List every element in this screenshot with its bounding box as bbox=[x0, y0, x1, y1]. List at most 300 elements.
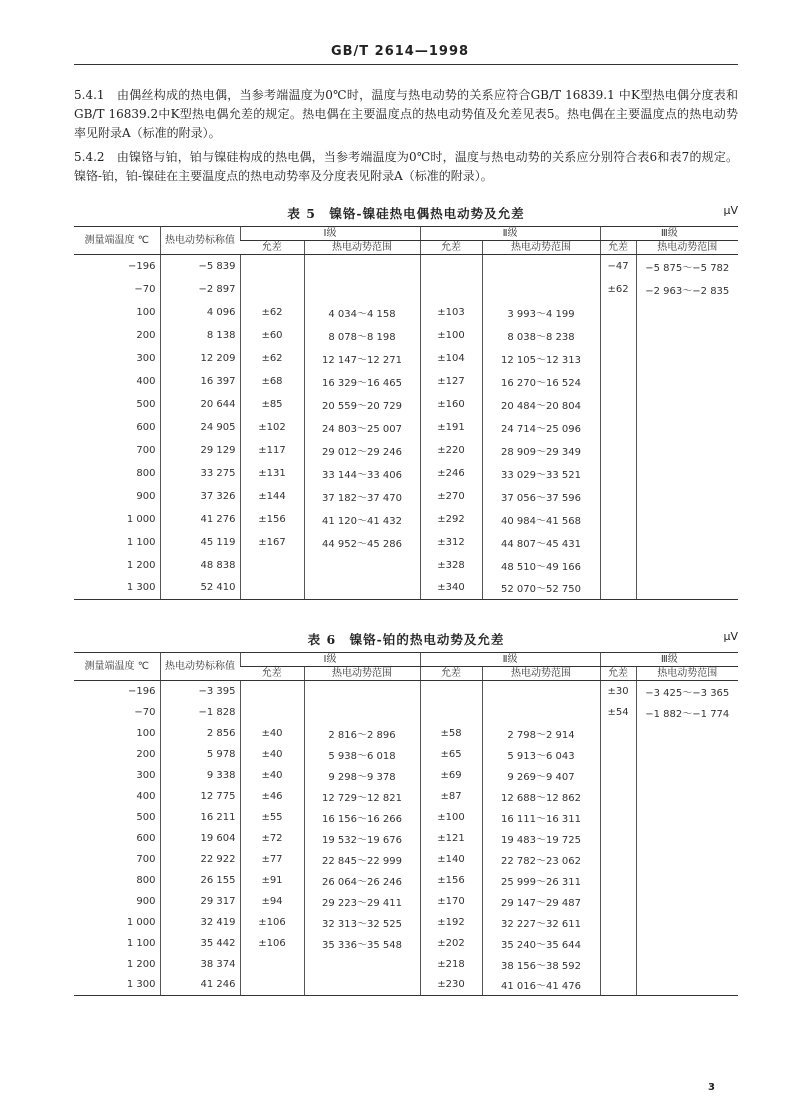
table-row bbox=[74, 278, 738, 301]
emf-cell: 9 338 bbox=[160, 765, 240, 786]
grade2-tol-cell: ±192 bbox=[420, 912, 482, 933]
emf-cell: 20 644 bbox=[160, 393, 240, 416]
grade3-tol-cell bbox=[600, 933, 636, 954]
table6-col-tol: 允差 bbox=[240, 667, 304, 681]
table-row bbox=[74, 975, 738, 996]
grade2-range-cell: 25 999～26 311 bbox=[482, 870, 600, 891]
emf-cell: 29 129 bbox=[160, 439, 240, 462]
table5-col-range: 热电动势范围 bbox=[636, 241, 738, 255]
table6-col-emf: 热电动势标称值 bbox=[160, 653, 240, 681]
temp-cell: 200 bbox=[136, 748, 156, 760]
table6-caption bbox=[74, 630, 738, 648]
grade3-range-cell bbox=[636, 370, 738, 393]
grade2-range-cell: 40 984～41 568 bbox=[482, 508, 600, 531]
grade1-range-cell: 19 532～19 676 bbox=[304, 828, 420, 849]
grade3-tol-cell bbox=[600, 370, 636, 393]
grade1-range-cell: 32 313～32 525 bbox=[304, 912, 420, 933]
table-row bbox=[74, 554, 738, 577]
grade1-range-cell: 8 078～8 198 bbox=[304, 324, 420, 347]
table-row bbox=[74, 807, 738, 828]
grade1-range-cell bbox=[304, 681, 420, 702]
table6-col-grade2: Ⅱ级 bbox=[420, 653, 600, 667]
grade2-tol-cell: ±58 bbox=[420, 723, 482, 744]
grade3-range-cell bbox=[636, 508, 738, 531]
grade3-range-cell bbox=[636, 912, 738, 933]
grade2-range-cell: 12 105～12 313 bbox=[482, 347, 600, 370]
grade1-range-cell: 12 729～12 821 bbox=[304, 786, 420, 807]
table-row bbox=[74, 744, 738, 765]
grade1-range-cell: 4 034～4 158 bbox=[304, 301, 420, 324]
grade1-range-cell: 16 329～16 465 bbox=[304, 370, 420, 393]
table-row bbox=[74, 577, 738, 600]
grade3-range-cell bbox=[636, 462, 738, 485]
grade1-range-cell bbox=[304, 577, 420, 600]
grade1-range-cell: 26 064～26 246 bbox=[304, 870, 420, 891]
grade2-tol-cell bbox=[420, 702, 482, 723]
header-rule bbox=[74, 64, 738, 65]
grade3-range-cell bbox=[636, 416, 738, 439]
grade3-tol-cell bbox=[600, 577, 636, 600]
grade1-tol-cell: ±106 bbox=[240, 933, 304, 954]
emf-cell: −1 828 bbox=[160, 702, 240, 723]
temp-cell: 1 100 bbox=[126, 937, 156, 949]
grade2-range-cell: 9 269～9 407 bbox=[482, 765, 600, 786]
emf-cell: 48 838 bbox=[160, 554, 240, 577]
emf-cell: 41 246 bbox=[160, 975, 240, 996]
grade3-range-cell bbox=[636, 347, 738, 370]
temp-cell: 1 200 bbox=[126, 958, 156, 970]
grade2-range-cell: 33 029～33 521 bbox=[482, 462, 600, 485]
grade2-range-cell: 2 798～2 914 bbox=[482, 723, 600, 744]
temp-cell: 900 bbox=[136, 490, 156, 502]
grade2-range-cell: 32 227～32 611 bbox=[482, 912, 600, 933]
grade2-tol-cell: ±69 bbox=[420, 765, 482, 786]
grade3-tol-cell bbox=[600, 485, 636, 508]
table-row bbox=[74, 891, 738, 912]
table-row bbox=[74, 723, 738, 744]
grade2-range-cell: 16 111～16 311 bbox=[482, 807, 600, 828]
temp-cell: 1 000 bbox=[126, 513, 156, 525]
grade2-range-cell: 8 038～8 238 bbox=[482, 324, 600, 347]
table5-col-tol: 允差 bbox=[240, 241, 304, 255]
emf-cell: 24 905 bbox=[160, 416, 240, 439]
table-row bbox=[74, 393, 738, 416]
grade1-range-cell: 9 298～9 378 bbox=[304, 765, 420, 786]
table5-unit: μV bbox=[723, 204, 738, 217]
grade2-range-cell: 16 270～16 524 bbox=[482, 370, 600, 393]
temp-cell: 1 300 bbox=[74, 975, 160, 996]
table-row bbox=[74, 462, 738, 485]
grade3-tol-cell bbox=[600, 786, 636, 807]
grade3-range-cell bbox=[636, 324, 738, 347]
table5-col-grade1: Ⅰ级 bbox=[240, 227, 420, 241]
emf-cell: 8 138 bbox=[160, 324, 240, 347]
grade3-range-cell: −3 425～−3 365 bbox=[636, 681, 738, 702]
table-row bbox=[74, 702, 738, 723]
grade1-range-cell: 33 144～33 406 bbox=[304, 462, 420, 485]
grade1-tol-cell: ±77 bbox=[240, 849, 304, 870]
grade2-tol-cell: ±220 bbox=[420, 439, 482, 462]
temp-cell: 300 bbox=[136, 769, 156, 781]
grade1-tol-cell: ±144 bbox=[240, 485, 304, 508]
grade3-range-cell bbox=[636, 744, 738, 765]
grade2-range-cell: 24 714～25 096 bbox=[482, 416, 600, 439]
temp-cell: 600 bbox=[136, 421, 156, 433]
grade2-range-cell bbox=[482, 255, 600, 278]
grade3-range-cell bbox=[636, 393, 738, 416]
grade3-range-cell bbox=[636, 891, 738, 912]
grade2-tol-cell: ±104 bbox=[420, 347, 482, 370]
grade3-tol-cell bbox=[600, 531, 636, 554]
temp-cell: 1 000 bbox=[126, 916, 156, 928]
grade1-range-cell: 41 120～41 432 bbox=[304, 508, 420, 531]
grade1-tol-cell: ±68 bbox=[240, 370, 304, 393]
temp-cell: 1 100 bbox=[126, 536, 156, 548]
grade2-tol-cell: ±100 bbox=[420, 807, 482, 828]
grade1-tol-cell: ±106 bbox=[240, 912, 304, 933]
temp-cell: 100 bbox=[136, 727, 156, 739]
grade3-tol-cell bbox=[600, 975, 636, 996]
temp-cell: 500 bbox=[136, 811, 156, 823]
grade1-tol-cell: ±46 bbox=[240, 786, 304, 807]
table5-col-tol: 允差 bbox=[420, 241, 482, 255]
grade2-tol-cell: ±127 bbox=[420, 370, 482, 393]
temp-cell: 400 bbox=[136, 790, 156, 802]
grade3-tol-cell bbox=[600, 462, 636, 485]
table6-col-grade3: Ⅲ级 bbox=[600, 653, 738, 667]
grade1-range-cell: 12 147～12 271 bbox=[304, 347, 420, 370]
table5-col-tol: 允差 bbox=[600, 241, 636, 255]
grade3-tol-cell bbox=[600, 508, 636, 531]
table5-caption bbox=[74, 204, 738, 222]
emf-cell: 37 326 bbox=[160, 485, 240, 508]
grade3-range-cell bbox=[636, 870, 738, 891]
table5 bbox=[74, 226, 738, 600]
grade1-range-cell: 22 845～22 999 bbox=[304, 849, 420, 870]
grade3-range-cell bbox=[636, 301, 738, 324]
page-number: 3 bbox=[708, 1082, 715, 1093]
temp-cell: 300 bbox=[136, 352, 156, 364]
grade1-range-cell bbox=[304, 278, 420, 301]
grade1-range-cell: 24 803～25 007 bbox=[304, 416, 420, 439]
grade3-range-cell bbox=[636, 485, 738, 508]
grade1-tol-cell: ±40 bbox=[240, 723, 304, 744]
grade3-tol-cell: ±30 bbox=[600, 681, 636, 702]
grade1-tol-cell bbox=[240, 954, 304, 975]
grade3-tol-cell bbox=[600, 416, 636, 439]
grade2-range-cell: 38 156～38 592 bbox=[482, 954, 600, 975]
emf-cell: 52 410 bbox=[160, 577, 240, 600]
grade2-range-cell: 29 147～29 487 bbox=[482, 891, 600, 912]
temp-cell: 900 bbox=[136, 895, 156, 907]
grade1-tol-cell bbox=[240, 681, 304, 702]
grade3-range-cell bbox=[636, 439, 738, 462]
table-row bbox=[74, 301, 738, 324]
grade2-tol-cell: ±100 bbox=[420, 324, 482, 347]
table-row bbox=[74, 531, 738, 554]
grade3-range-cell bbox=[636, 807, 738, 828]
grade3-range-cell bbox=[636, 554, 738, 577]
grade3-tol-cell: −47 bbox=[600, 255, 636, 278]
grade3-range-cell bbox=[636, 828, 738, 849]
table5-col-range: 热电动势范围 bbox=[304, 241, 420, 255]
grade2-range-cell: 3 993～4 199 bbox=[482, 301, 600, 324]
table-row bbox=[74, 485, 738, 508]
grade2-tol-cell: ±218 bbox=[420, 954, 482, 975]
emf-cell: 38 374 bbox=[160, 954, 240, 975]
grade3-tol-cell bbox=[600, 554, 636, 577]
temp-cell: −196 bbox=[128, 260, 156, 272]
grade1-range-cell: 2 816～2 896 bbox=[304, 723, 420, 744]
table-row bbox=[74, 324, 738, 347]
grade1-tol-cell bbox=[240, 278, 304, 301]
grade2-tol-cell: ±270 bbox=[420, 485, 482, 508]
table6-col-tol: 允差 bbox=[420, 667, 482, 681]
grade2-range-cell: 48 510～49 166 bbox=[482, 554, 600, 577]
grade3-tol-cell bbox=[600, 347, 636, 370]
emf-cell: 41 276 bbox=[160, 508, 240, 531]
grade3-tol-cell bbox=[600, 393, 636, 416]
grade1-range-cell: 20 559～20 729 bbox=[304, 393, 420, 416]
emf-cell: 12 775 bbox=[160, 786, 240, 807]
temp-cell: 700 bbox=[136, 853, 156, 865]
table-row bbox=[74, 912, 738, 933]
grade2-tol-cell: ±170 bbox=[420, 891, 482, 912]
table6-col-tol: 允差 bbox=[600, 667, 636, 681]
table5-col-temp: 测量端温度 ℃ bbox=[74, 227, 160, 255]
grade1-tol-cell: ±117 bbox=[240, 439, 304, 462]
temp-cell: 700 bbox=[136, 444, 156, 456]
emf-cell: 33 275 bbox=[160, 462, 240, 485]
grade2-range-cell: 5 913～6 043 bbox=[482, 744, 600, 765]
table-row bbox=[74, 255, 738, 278]
grade1-tol-cell: ±62 bbox=[240, 301, 304, 324]
emf-cell: 26 155 bbox=[160, 870, 240, 891]
grade2-range-cell: 37 056～37 596 bbox=[482, 485, 600, 508]
grade1-tol-cell: ±94 bbox=[240, 891, 304, 912]
table5-col-grade2: Ⅱ级 bbox=[420, 227, 600, 241]
table6-title: 表 6 镍铬-铂的热电动势及允差 bbox=[307, 632, 505, 647]
grade2-range-cell: 22 782～23 062 bbox=[482, 849, 600, 870]
grade1-range-cell bbox=[304, 554, 420, 577]
grade2-tol-cell: ±328 bbox=[420, 554, 482, 577]
table-row bbox=[74, 828, 738, 849]
table6-unit: μV bbox=[723, 630, 738, 643]
grade3-range-cell: −5 875～−5 782 bbox=[636, 255, 738, 278]
emf-cell: 32 419 bbox=[160, 912, 240, 933]
table-row bbox=[74, 933, 738, 954]
grade2-range-cell: 20 484～20 804 bbox=[482, 393, 600, 416]
grade1-range-cell: 16 156～16 266 bbox=[304, 807, 420, 828]
grade2-range-cell: 35 240～35 644 bbox=[482, 933, 600, 954]
emf-cell: 16 397 bbox=[160, 370, 240, 393]
grade2-tol-cell bbox=[420, 255, 482, 278]
table6 bbox=[74, 652, 738, 996]
grade2-tol-cell: ±160 bbox=[420, 393, 482, 416]
grade3-range-cell bbox=[636, 849, 738, 870]
table-row bbox=[74, 681, 738, 702]
grade2-tol-cell: ±246 bbox=[420, 462, 482, 485]
table-row bbox=[74, 954, 738, 975]
table-row bbox=[74, 765, 738, 786]
grade1-range-cell: 29 012～29 246 bbox=[304, 439, 420, 462]
grade3-range-cell bbox=[636, 577, 738, 600]
grade3-tol-cell bbox=[600, 744, 636, 765]
temp-cell: 500 bbox=[136, 398, 156, 410]
grade3-range-cell bbox=[636, 765, 738, 786]
grade1-tol-cell: ±156 bbox=[240, 508, 304, 531]
grade2-tol-cell: ±230 bbox=[420, 975, 482, 996]
table-row bbox=[74, 870, 738, 891]
grade3-tol-cell bbox=[600, 891, 636, 912]
grade1-tol-cell: ±102 bbox=[240, 416, 304, 439]
grade1-tol-cell bbox=[240, 255, 304, 278]
table5-col-emf: 热电动势标称值 bbox=[160, 227, 240, 255]
grade2-range-cell: 41 016～41 476 bbox=[482, 975, 600, 996]
grade1-tol-cell: ±55 bbox=[240, 807, 304, 828]
emf-cell: 35 442 bbox=[160, 933, 240, 954]
temp-cell: 100 bbox=[136, 306, 156, 318]
grade1-tol-cell bbox=[240, 554, 304, 577]
grade3-range-cell bbox=[636, 933, 738, 954]
grade3-tol-cell bbox=[600, 870, 636, 891]
temp-cell: 1 200 bbox=[126, 559, 156, 571]
grade2-range-cell: 28 909～29 349 bbox=[482, 439, 600, 462]
grade2-range-cell: 19 483～19 725 bbox=[482, 828, 600, 849]
table-row bbox=[74, 849, 738, 870]
grade1-range-cell bbox=[304, 954, 420, 975]
temp-cell: 400 bbox=[136, 375, 156, 387]
grade3-range-cell bbox=[636, 975, 738, 996]
grade1-range-cell bbox=[304, 702, 420, 723]
paragraph-5-4-1: 5.4.1 由偶丝构成的热电偶，当参考端温度为0℃时，温度与热电动势的关系应符合GB/T 16839.1 中K型热电偶分度表和GB/T 16839.2中K型热电偶允差的规定。热电偶在主要温度点的热电动势值及允差见表5。热电偶在主要温度点的热电动势率见附录A（标准的附录）。 bbox=[74, 88, 738, 140]
grade2-tol-cell bbox=[420, 681, 482, 702]
grade2-range-cell: 12 688～12 862 bbox=[482, 786, 600, 807]
grade2-range-cell: 52 070～52 750 bbox=[482, 577, 600, 600]
table5-title: 表 5 镍铬-镍硅热电偶热电动势及允差 bbox=[287, 206, 525, 221]
grade3-tol-cell bbox=[600, 723, 636, 744]
grade2-tol-cell: ±103 bbox=[420, 301, 482, 324]
grade1-tol-cell: ±91 bbox=[240, 870, 304, 891]
grade3-tol-cell: ±54 bbox=[600, 702, 636, 723]
grade2-tol-cell: ±121 bbox=[420, 828, 482, 849]
grade1-range-cell: 29 223～29 411 bbox=[304, 891, 420, 912]
grade2-range-cell bbox=[482, 278, 600, 301]
grade2-tol-cell: ±340 bbox=[420, 577, 482, 600]
emf-cell: 2 856 bbox=[160, 723, 240, 744]
grade2-tol-cell: ±140 bbox=[420, 849, 482, 870]
grade2-range-cell bbox=[482, 681, 600, 702]
table-row bbox=[74, 370, 738, 393]
grade1-tol-cell bbox=[240, 975, 304, 996]
grade3-range-cell: −2 963～−2 835 bbox=[636, 278, 738, 301]
grade2-tol-cell: ±87 bbox=[420, 786, 482, 807]
table6-col-range: 热电动势范围 bbox=[636, 667, 738, 681]
emf-cell: 16 211 bbox=[160, 807, 240, 828]
grade3-tol-cell bbox=[600, 301, 636, 324]
grade1-range-cell: 37 182～37 470 bbox=[304, 485, 420, 508]
temp-cell: −196 bbox=[128, 685, 156, 697]
grade1-tol-cell: ±167 bbox=[240, 531, 304, 554]
grade1-tol-cell: ±62 bbox=[240, 347, 304, 370]
grade1-range-cell: 35 336～35 548 bbox=[304, 933, 420, 954]
temp-cell: −70 bbox=[134, 706, 156, 718]
grade1-tol-cell bbox=[240, 577, 304, 600]
grade2-range-cell: 44 807～45 431 bbox=[482, 531, 600, 554]
grade1-tol-cell: ±60 bbox=[240, 324, 304, 347]
temp-cell: 200 bbox=[136, 329, 156, 341]
emf-cell: 45 119 bbox=[160, 531, 240, 554]
emf-cell: 22 922 bbox=[160, 849, 240, 870]
grade3-range-cell bbox=[636, 531, 738, 554]
temp-cell: 1 300 bbox=[74, 577, 160, 600]
grade1-range-cell bbox=[304, 255, 420, 278]
grade2-tol-cell: ±156 bbox=[420, 870, 482, 891]
table5-col-range: 热电动势范围 bbox=[482, 241, 600, 255]
grade1-tol-cell bbox=[240, 702, 304, 723]
page-header: GB/T 2614—1998 bbox=[330, 44, 470, 59]
emf-cell: −3 395 bbox=[160, 681, 240, 702]
table-row bbox=[74, 416, 738, 439]
table6-col-range: 热电动势范围 bbox=[304, 667, 420, 681]
grade3-tol-cell bbox=[600, 954, 636, 975]
grade3-range-cell: −1 882～−1 774 bbox=[636, 702, 738, 723]
emf-cell: 5 978 bbox=[160, 744, 240, 765]
table-row bbox=[74, 347, 738, 370]
grade2-tol-cell: ±65 bbox=[420, 744, 482, 765]
grade1-tol-cell: ±72 bbox=[240, 828, 304, 849]
grade3-tol-cell bbox=[600, 324, 636, 347]
table-row bbox=[74, 786, 738, 807]
grade3-tol-cell bbox=[600, 828, 636, 849]
grade1-tol-cell: ±85 bbox=[240, 393, 304, 416]
grade1-tol-cell: ±131 bbox=[240, 462, 304, 485]
grade2-range-cell bbox=[482, 702, 600, 723]
table6-col-range: 热电动势范围 bbox=[482, 667, 600, 681]
table5-col-grade3: Ⅲ级 bbox=[600, 227, 738, 241]
temp-cell: 600 bbox=[136, 832, 156, 844]
grade2-tol-cell: ±292 bbox=[420, 508, 482, 531]
grade3-tol-cell bbox=[600, 765, 636, 786]
table-row bbox=[74, 508, 738, 531]
emf-cell: 12 209 bbox=[160, 347, 240, 370]
temp-cell: 800 bbox=[136, 874, 156, 886]
temp-cell: −70 bbox=[134, 283, 156, 295]
grade2-tol-cell bbox=[420, 278, 482, 301]
grade3-tol-cell bbox=[600, 849, 636, 870]
grade1-tol-cell: ±40 bbox=[240, 744, 304, 765]
emf-cell: −2 897 bbox=[160, 278, 240, 301]
grade1-range-cell bbox=[304, 975, 420, 996]
grade3-tol-cell: ±62 bbox=[600, 278, 636, 301]
grade3-range-cell bbox=[636, 954, 738, 975]
table-row bbox=[74, 439, 738, 462]
emf-cell: 19 604 bbox=[160, 828, 240, 849]
emf-cell: 4 096 bbox=[160, 301, 240, 324]
table6-col-grade1: Ⅰ级 bbox=[240, 653, 420, 667]
grade1-range-cell: 44 952～45 286 bbox=[304, 531, 420, 554]
grade2-tol-cell: ±312 bbox=[420, 531, 482, 554]
grade3-tol-cell bbox=[600, 912, 636, 933]
grade3-tol-cell bbox=[600, 439, 636, 462]
grade1-range-cell: 5 938～6 018 bbox=[304, 744, 420, 765]
grade3-range-cell bbox=[636, 786, 738, 807]
grade2-tol-cell: ±191 bbox=[420, 416, 482, 439]
table6-col-temp: 测量端温度 ℃ bbox=[74, 653, 160, 681]
grade1-tol-cell: ±40 bbox=[240, 765, 304, 786]
emf-cell: −5 839 bbox=[160, 255, 240, 278]
grade2-tol-cell: ±202 bbox=[420, 933, 482, 954]
